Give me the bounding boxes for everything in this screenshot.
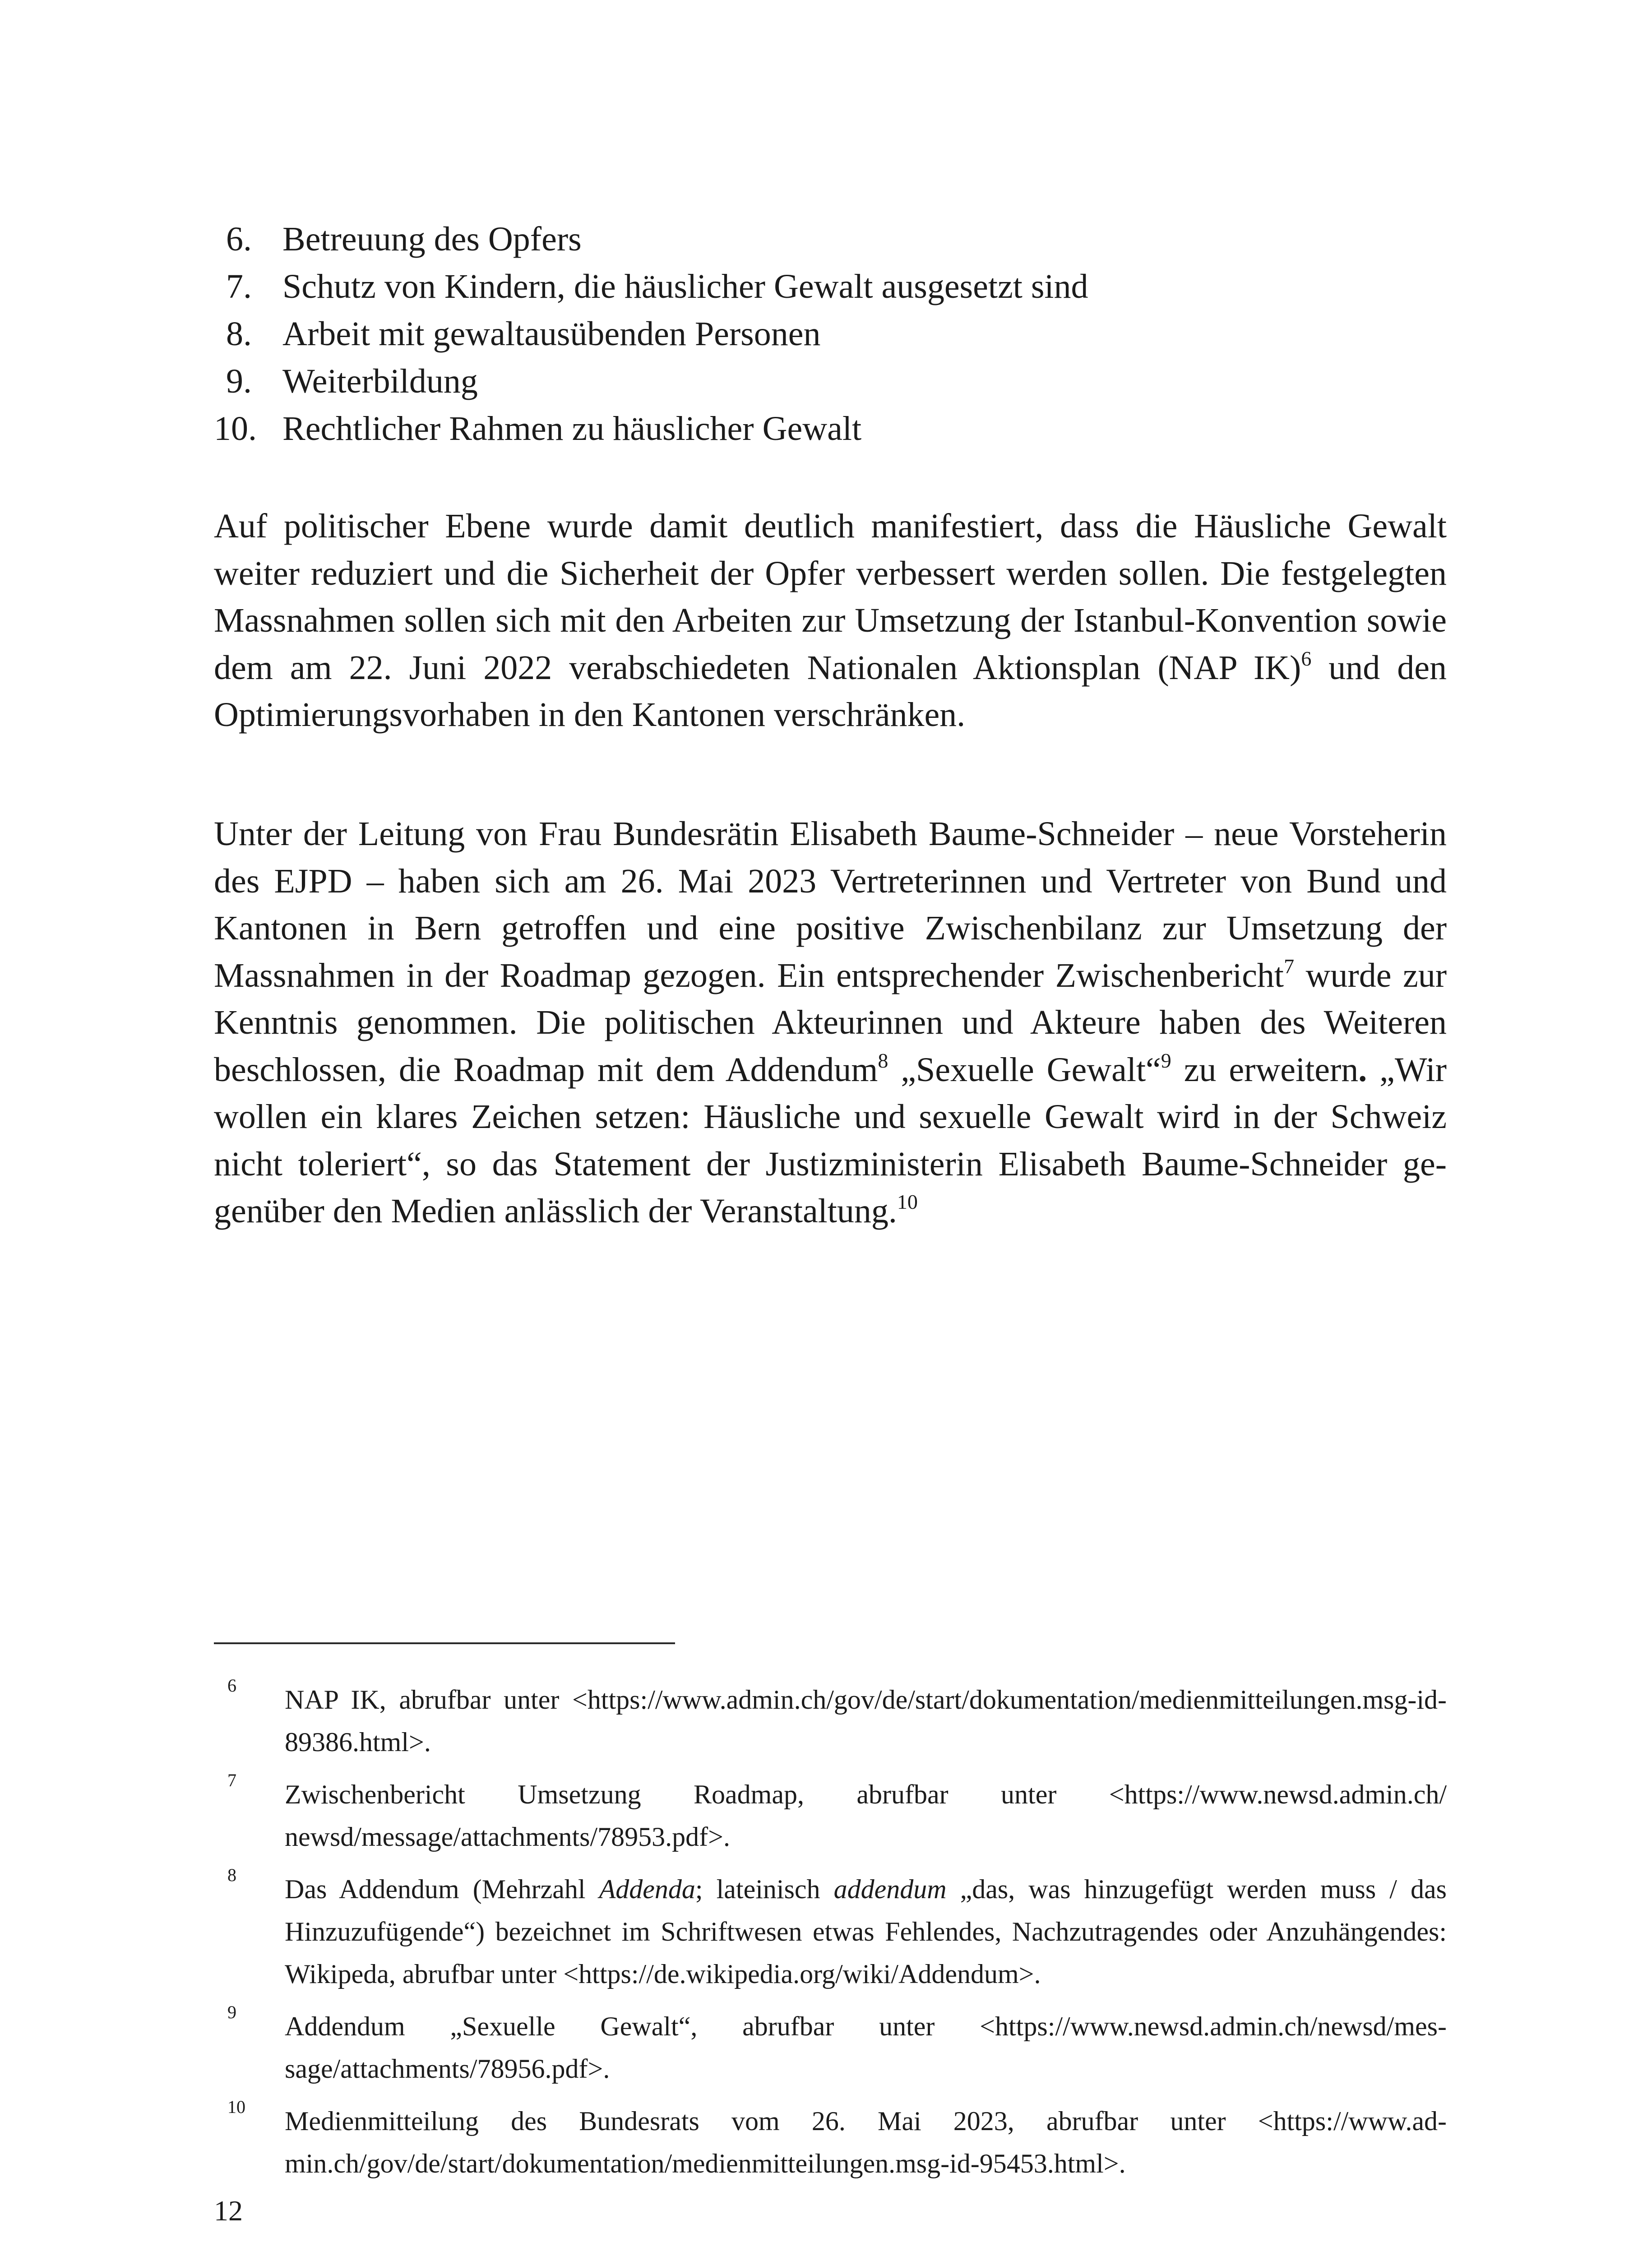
- footnote-text: Zwischenbericht Umsetzung Roadmap, abrufbar unter <https://www.newsd.admin.ch/​newsd/message/attachments/78953.pdf>.: [285, 1780, 1447, 1852]
- footnote-6: [214, 1675, 1447, 1763]
- paragraph-meeting-summary: [214, 810, 1447, 1235]
- measures-list: [214, 216, 1447, 453]
- footnote-9: [214, 2002, 1447, 2090]
- list-item-text: Weiterbildung: [282, 362, 478, 400]
- paragraph-text: zu erweitern: [1171, 1050, 1359, 1089]
- list-item-number: 8.: [226, 315, 252, 353]
- list-item: [214, 310, 1447, 358]
- bold-period: .: [1358, 1050, 1367, 1089]
- footnote-text-part: Das Addendum (Mehrzahl: [285, 1874, 599, 1904]
- footnote-text: [285, 1868, 1447, 1995]
- list-item-number: 9.: [226, 362, 252, 400]
- paragraph-text: „Sexuelle Gewalt“: [888, 1050, 1161, 1089]
- paragraph-text: „Wir wollen ein klares Zeichen setzen: Häusliche und sexuelle Gewalt wird in der Schweiz nicht toleriert“, so das Statement der Justizministerin Elisabeth Baume-Schneider gegenüber den Medien anlässlich der Veranstaltung.: [214, 1050, 1447, 1230]
- paragraph-text: und den Optimierungsvorhaben in den Kantonen verschränken.: [214, 648, 1447, 734]
- footnote-text: NAP IK, abrufbar unter <https://www.admin.ch/gov/de/start/dokumentation/medienmitteilungen.msg-id-89386.html>.: [285, 1685, 1447, 1757]
- footnote-ref-10[interactable]: 10: [897, 1190, 918, 1213]
- list-item: [214, 216, 1447, 263]
- footnote-ref-8[interactable]: 8: [878, 1049, 888, 1072]
- list-item-number: 7.: [226, 268, 252, 305]
- footnote-number: 8: [227, 1865, 236, 1885]
- list-item-text: Betreuung des Opfers: [282, 220, 582, 258]
- list-item-text: Schutz von Kindern, die häuslicher Gewalt ausgesetzt sind: [282, 268, 1088, 305]
- paragraph-text: wurde zur Kenntnis genommen. Die politischen Akteurinnen und Akteure haben des Weiteren beschlossen, die Roadmap mit dem Addendum: [214, 956, 1447, 1089]
- list-item: [214, 405, 1447, 453]
- paragraph-political-level: [214, 503, 1447, 739]
- footnote-separator: [214, 1642, 675, 1644]
- page-number: 12: [214, 2195, 243, 2227]
- list-item-number: 10.: [214, 410, 257, 448]
- footnote-ref-6[interactable]: 6: [1301, 647, 1312, 670]
- footnote-italic-term: addendum: [833, 1874, 947, 1904]
- footnote-text: Addendum „Sexuelle Gewalt“, abrufbar unter <https://www.newsd.admin.ch/newsd/message/attachments/78956.pdf>.: [285, 2011, 1447, 2084]
- footnote-number: 7: [227, 1770, 236, 1790]
- footnote-number: 9: [227, 2002, 236, 2022]
- footnote-10: [214, 2097, 1447, 2185]
- footnote-ref-7[interactable]: 7: [1284, 954, 1295, 978]
- paragraph-text: Unter der Leitung von Frau Bundesrätin Elisabeth Baume-Schneider – neue Vorsteherin des EJPD – haben sich am 26. Mai 2023 Vertreterinnen und Vertreter von Bund und Kantonen in Bern getroffen und eine positive Zwischenbilanz zur Umsetzung der Massnahmen in der Roadmap gezogen. Ein entsprechender Zwischenbericht: [214, 815, 1447, 994]
- footnote-text-part: ; lateinisch: [695, 1874, 834, 1904]
- footnote-number: 6: [227, 1675, 236, 1696]
- list-item: [214, 263, 1447, 310]
- footnote-text: Medienmitteilung des Bundesrats vom 26. Mai 2023, abrufbar unter <https://www.admin.ch/gov/de/start/dokumentation/medienmitteilungen.msg-id-95453.html>.: [285, 2106, 1447, 2178]
- list-item: [214, 358, 1447, 405]
- paragraph-text: Auf politischer Ebene wurde damit deutlich manifestiert, dass die Häusliche Gewalt weiter reduziert und die Sicherheit der Opfer verbessert werden sollen. Die festgelegten Massnahmen sollen sich mit den Arbeiten zur Umsetzung der Istanbul-Konvention sowie dem am 22. Juni 2022 verabschiedeten Nationalen Aktionsplan (NAP IK): [214, 507, 1447, 687]
- footnote-7: [214, 1770, 1447, 1858]
- footnote-number: 10: [227, 2097, 245, 2117]
- list-item-text: Rechtlicher Rahmen zu häuslicher Gewalt: [282, 410, 862, 448]
- list-item-text: Arbeit mit gewaltausübenden Personen: [282, 315, 821, 353]
- footnotes-section: [214, 1675, 1447, 2195]
- footnote-8: [214, 1865, 1447, 1995]
- footnote-text-part: „das, was hinzugefügt werden muss / das Hinzuzufügende“) bezeichnet im Schriftwesen etwas Fehlendes, Nachzutragendes oder Anzuhängendes: Wikipeda, abrufbar unter <https://de.wikipedia.org/wiki/Addendum>.: [285, 1874, 1447, 1989]
- footnote-italic-term: Addenda: [599, 1874, 695, 1904]
- footnote-ref-9[interactable]: 9: [1161, 1049, 1171, 1072]
- list-item-number: 6.: [226, 220, 252, 258]
